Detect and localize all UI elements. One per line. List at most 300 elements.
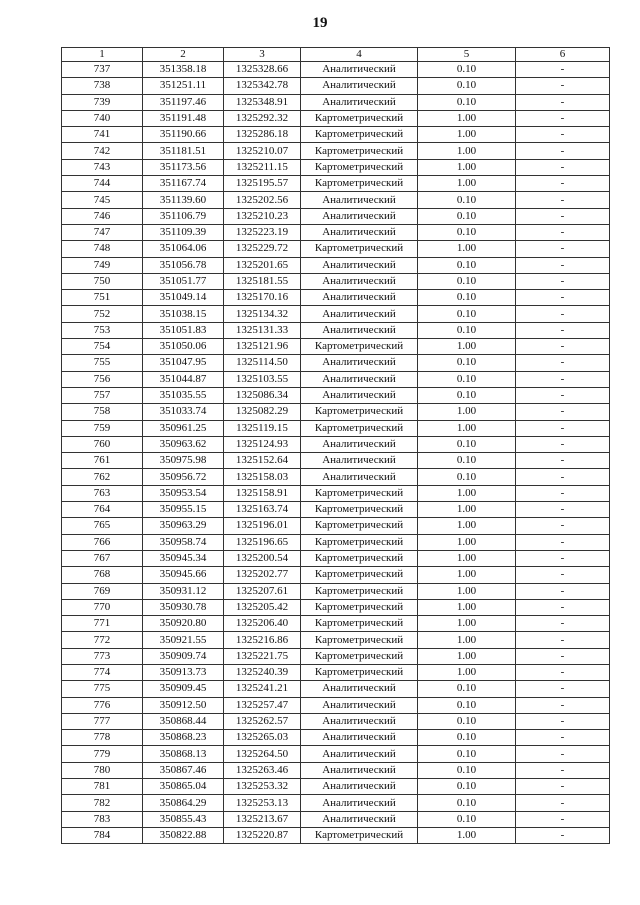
- method-cell: Картометрический: [301, 110, 418, 126]
- accuracy-cell: 1.00: [418, 567, 516, 583]
- x-coordinate-cell: 350931.12: [143, 583, 224, 599]
- x-coordinate-cell: 350955.15: [143, 502, 224, 518]
- method-cell: Аналитический: [301, 681, 418, 697]
- y-coordinate-cell: 1325253.13: [224, 795, 301, 811]
- y-coordinate-cell: 1325286.18: [224, 127, 301, 143]
- accuracy-cell: 0.10: [418, 746, 516, 762]
- note-cell: -: [516, 306, 610, 322]
- note-cell: -: [516, 110, 610, 126]
- table-row: [62, 697, 610, 713]
- y-coordinate-cell: 1325206.40: [224, 616, 301, 632]
- table-row: [62, 306, 610, 322]
- y-coordinate-cell: 1325207.61: [224, 583, 301, 599]
- note-cell: -: [516, 583, 610, 599]
- point-number-cell: 746: [62, 208, 143, 224]
- accuracy-cell: 1.00: [418, 339, 516, 355]
- y-coordinate-cell: 1325262.57: [224, 713, 301, 729]
- y-coordinate-cell: 1325257.47: [224, 697, 301, 713]
- method-cell: Аналитический: [301, 322, 418, 338]
- point-number-cell: 777: [62, 713, 143, 729]
- method-cell: Аналитический: [301, 762, 418, 778]
- method-cell: Аналитический: [301, 697, 418, 713]
- point-number-cell: 764: [62, 502, 143, 518]
- table-row: [62, 339, 610, 355]
- accuracy-cell: 0.10: [418, 306, 516, 322]
- table-row: [62, 224, 610, 240]
- x-coordinate-cell: 351109.39: [143, 224, 224, 240]
- accuracy-cell: 0.10: [418, 453, 516, 469]
- x-coordinate-cell: 350921.55: [143, 632, 224, 648]
- point-number-cell: 776: [62, 697, 143, 713]
- table-row: [62, 664, 610, 680]
- table-row: [62, 159, 610, 175]
- accuracy-cell: 0.10: [418, 811, 516, 827]
- note-cell: -: [516, 192, 610, 208]
- accuracy-cell: 1.00: [418, 159, 516, 175]
- method-cell: Картометрический: [301, 827, 418, 843]
- accuracy-cell: 0.10: [418, 469, 516, 485]
- x-coordinate-cell: 350958.74: [143, 534, 224, 550]
- accuracy-cell: 1.00: [418, 648, 516, 664]
- x-coordinate-cell: 350930.78: [143, 599, 224, 615]
- point-number-cell: 779: [62, 746, 143, 762]
- note-cell: -: [516, 599, 610, 615]
- note-cell: -: [516, 290, 610, 306]
- note-cell: -: [516, 224, 610, 240]
- point-number-cell: 755: [62, 355, 143, 371]
- x-coordinate-cell: 351049.14: [143, 290, 224, 306]
- column-header: 2: [143, 48, 224, 62]
- method-cell: Картометрический: [301, 404, 418, 420]
- method-cell: Картометрический: [301, 241, 418, 257]
- note-cell: -: [516, 322, 610, 338]
- accuracy-cell: 1.00: [418, 583, 516, 599]
- accuracy-cell: 0.10: [418, 779, 516, 795]
- accuracy-cell: 0.10: [418, 681, 516, 697]
- table-row: [62, 469, 610, 485]
- x-coordinate-cell: 350920.80: [143, 616, 224, 632]
- x-coordinate-cell: 351251.11: [143, 78, 224, 94]
- table-row: [62, 355, 610, 371]
- x-coordinate-cell: 351106.79: [143, 208, 224, 224]
- x-coordinate-cell: 350864.29: [143, 795, 224, 811]
- y-coordinate-cell: 1325263.46: [224, 762, 301, 778]
- method-cell: Аналитический: [301, 713, 418, 729]
- note-cell: -: [516, 176, 610, 192]
- accuracy-cell: 1.00: [418, 420, 516, 436]
- y-coordinate-cell: 1325264.50: [224, 746, 301, 762]
- x-coordinate-cell: 350975.98: [143, 453, 224, 469]
- accuracy-cell: 0.10: [418, 355, 516, 371]
- column-header: 4: [301, 48, 418, 62]
- x-coordinate-cell: 350961.25: [143, 420, 224, 436]
- accuracy-cell: 0.10: [418, 208, 516, 224]
- table-row: [62, 534, 610, 550]
- y-coordinate-cell: 1325348.91: [224, 94, 301, 110]
- note-cell: -: [516, 616, 610, 632]
- y-coordinate-cell: 1325196.01: [224, 518, 301, 534]
- table-row: [62, 436, 610, 452]
- table-row: [62, 176, 610, 192]
- y-coordinate-cell: 1325201.65: [224, 257, 301, 273]
- y-coordinate-cell: 1325121.96: [224, 339, 301, 355]
- point-number-cell: 759: [62, 420, 143, 436]
- point-number-cell: 781: [62, 779, 143, 795]
- table-row: [62, 127, 610, 143]
- y-coordinate-cell: 1325229.72: [224, 241, 301, 257]
- note-cell: -: [516, 713, 610, 729]
- table-row: [62, 420, 610, 436]
- accuracy-cell: 1.00: [418, 127, 516, 143]
- method-cell: Картометрический: [301, 534, 418, 550]
- point-number-cell: 767: [62, 550, 143, 566]
- y-coordinate-cell: 1325342.78: [224, 78, 301, 94]
- table-row: [62, 811, 610, 827]
- y-coordinate-cell: 1325202.77: [224, 567, 301, 583]
- note-cell: -: [516, 78, 610, 94]
- method-cell: Картометрический: [301, 550, 418, 566]
- table-row: [62, 371, 610, 387]
- x-coordinate-cell: 351181.51: [143, 143, 224, 159]
- note-cell: -: [516, 241, 610, 257]
- note-cell: -: [516, 94, 610, 110]
- point-number-cell: 768: [62, 567, 143, 583]
- accuracy-cell: 0.10: [418, 192, 516, 208]
- point-number-cell: 773: [62, 648, 143, 664]
- accuracy-cell: 0.10: [418, 762, 516, 778]
- table-row: [62, 762, 610, 778]
- x-coordinate-cell: 351358.18: [143, 62, 224, 78]
- y-coordinate-cell: 1325158.03: [224, 469, 301, 485]
- note-cell: -: [516, 127, 610, 143]
- method-cell: Картометрический: [301, 420, 418, 436]
- table-row: [62, 713, 610, 729]
- point-number-cell: 771: [62, 616, 143, 632]
- accuracy-cell: 0.10: [418, 436, 516, 452]
- accuracy-cell: 0.10: [418, 730, 516, 746]
- accuracy-cell: 0.10: [418, 387, 516, 403]
- table-row: [62, 241, 610, 257]
- method-cell: Аналитический: [301, 208, 418, 224]
- point-number-cell: 748: [62, 241, 143, 257]
- method-cell: Картометрический: [301, 127, 418, 143]
- accuracy-cell: 1.00: [418, 550, 516, 566]
- point-number-cell: 758: [62, 404, 143, 420]
- method-cell: Аналитический: [301, 94, 418, 110]
- y-coordinate-cell: 1325221.75: [224, 648, 301, 664]
- note-cell: -: [516, 697, 610, 713]
- method-cell: Картометрический: [301, 502, 418, 518]
- table-header-row: [62, 48, 610, 62]
- note-cell: -: [516, 371, 610, 387]
- point-number-cell: 751: [62, 290, 143, 306]
- note-cell: -: [516, 143, 610, 159]
- y-coordinate-cell: 1325253.32: [224, 779, 301, 795]
- y-coordinate-cell: 1325220.87: [224, 827, 301, 843]
- note-cell: -: [516, 339, 610, 355]
- x-coordinate-cell: 351050.06: [143, 339, 224, 355]
- method-cell: Аналитический: [301, 62, 418, 78]
- y-coordinate-cell: 1325223.19: [224, 224, 301, 240]
- table-row: [62, 502, 610, 518]
- accuracy-cell: 1.00: [418, 404, 516, 420]
- note-cell: -: [516, 208, 610, 224]
- note-cell: -: [516, 827, 610, 843]
- accuracy-cell: 1.00: [418, 143, 516, 159]
- y-coordinate-cell: 1325158.91: [224, 485, 301, 501]
- table-row: [62, 681, 610, 697]
- accuracy-cell: 0.10: [418, 697, 516, 713]
- method-cell: Аналитический: [301, 730, 418, 746]
- table-row: [62, 632, 610, 648]
- accuracy-cell: 1.00: [418, 632, 516, 648]
- y-coordinate-cell: 1325210.23: [224, 208, 301, 224]
- method-cell: Картометрический: [301, 339, 418, 355]
- point-number-cell: 741: [62, 127, 143, 143]
- accuracy-cell: 1.00: [418, 518, 516, 534]
- point-number-cell: 780: [62, 762, 143, 778]
- x-coordinate-cell: 350913.73: [143, 664, 224, 680]
- table-row: [62, 746, 610, 762]
- y-coordinate-cell: 1325196.65: [224, 534, 301, 550]
- table-row: [62, 518, 610, 534]
- point-number-cell: 752: [62, 306, 143, 322]
- table-row: [62, 257, 610, 273]
- table-row: [62, 567, 610, 583]
- note-cell: -: [516, 664, 610, 680]
- x-coordinate-cell: 351139.60: [143, 192, 224, 208]
- note-cell: -: [516, 518, 610, 534]
- x-coordinate-cell: 351064.06: [143, 241, 224, 257]
- note-cell: -: [516, 534, 610, 550]
- accuracy-cell: 1.00: [418, 485, 516, 501]
- y-coordinate-cell: 1325131.33: [224, 322, 301, 338]
- point-number-cell: 784: [62, 827, 143, 843]
- note-cell: -: [516, 632, 610, 648]
- column-header: 5: [418, 48, 516, 62]
- x-coordinate-cell: 351044.87: [143, 371, 224, 387]
- x-coordinate-cell: 351051.83: [143, 322, 224, 338]
- method-cell: Аналитический: [301, 224, 418, 240]
- table-row: [62, 485, 610, 501]
- column-header: 6: [516, 48, 610, 62]
- method-cell: Картометрический: [301, 143, 418, 159]
- point-number-cell: 744: [62, 176, 143, 192]
- method-cell: Картометрический: [301, 664, 418, 680]
- x-coordinate-cell: 350865.04: [143, 779, 224, 795]
- x-coordinate-cell: 350963.29: [143, 518, 224, 534]
- x-coordinate-cell: 351035.55: [143, 387, 224, 403]
- y-coordinate-cell: 1325082.29: [224, 404, 301, 420]
- note-cell: -: [516, 811, 610, 827]
- method-cell: Аналитический: [301, 355, 418, 371]
- table-row: [62, 779, 610, 795]
- accuracy-cell: 0.10: [418, 290, 516, 306]
- y-coordinate-cell: 1325292.32: [224, 110, 301, 126]
- point-number-cell: 772: [62, 632, 143, 648]
- method-cell: Картометрический: [301, 648, 418, 664]
- note-cell: -: [516, 502, 610, 518]
- point-number-cell: 770: [62, 599, 143, 615]
- point-number-cell: 747: [62, 224, 143, 240]
- accuracy-cell: 1.00: [418, 176, 516, 192]
- note-cell: -: [516, 257, 610, 273]
- point-number-cell: 742: [62, 143, 143, 159]
- point-number-cell: 775: [62, 681, 143, 697]
- method-cell: Аналитический: [301, 273, 418, 289]
- point-number-cell: 750: [62, 273, 143, 289]
- y-coordinate-cell: 1325202.56: [224, 192, 301, 208]
- x-coordinate-cell: 350822.88: [143, 827, 224, 843]
- note-cell: -: [516, 681, 610, 697]
- y-coordinate-cell: 1325119.15: [224, 420, 301, 436]
- table-row: [62, 583, 610, 599]
- x-coordinate-cell: 350909.45: [143, 681, 224, 697]
- y-coordinate-cell: 1325328.66: [224, 62, 301, 78]
- note-cell: -: [516, 485, 610, 501]
- accuracy-cell: 1.00: [418, 599, 516, 615]
- point-number-cell: 757: [62, 387, 143, 403]
- x-coordinate-cell: 351197.46: [143, 94, 224, 110]
- method-cell: Аналитический: [301, 746, 418, 762]
- x-coordinate-cell: 350868.23: [143, 730, 224, 746]
- method-cell: Аналитический: [301, 387, 418, 403]
- y-coordinate-cell: 1325152.64: [224, 453, 301, 469]
- column-header: 3: [224, 48, 301, 62]
- table-row: [62, 387, 610, 403]
- point-number-cell: 745: [62, 192, 143, 208]
- point-number-cell: 782: [62, 795, 143, 811]
- y-coordinate-cell: 1325240.39: [224, 664, 301, 680]
- table-row: [62, 795, 610, 811]
- table-row: [62, 273, 610, 289]
- y-coordinate-cell: 1325216.86: [224, 632, 301, 648]
- y-coordinate-cell: 1325114.50: [224, 355, 301, 371]
- table-row: [62, 616, 610, 632]
- table-body: [62, 62, 610, 844]
- x-coordinate-cell: 350867.46: [143, 762, 224, 778]
- y-coordinate-cell: 1325086.34: [224, 387, 301, 403]
- coordinates-table: [61, 47, 610, 844]
- note-cell: -: [516, 404, 610, 420]
- note-cell: -: [516, 795, 610, 811]
- table-row: [62, 143, 610, 159]
- page-number: 19: [312, 15, 328, 31]
- table-row: [62, 208, 610, 224]
- x-coordinate-cell: 351038.15: [143, 306, 224, 322]
- point-number-cell: 739: [62, 94, 143, 110]
- method-cell: Аналитический: [301, 795, 418, 811]
- y-coordinate-cell: 1325241.21: [224, 681, 301, 697]
- point-number-cell: 740: [62, 110, 143, 126]
- x-coordinate-cell: 350855.43: [143, 811, 224, 827]
- table-row: [62, 290, 610, 306]
- accuracy-cell: 1.00: [418, 241, 516, 257]
- column-header: 1: [62, 48, 143, 62]
- accuracy-cell: 0.10: [418, 371, 516, 387]
- point-number-cell: 737: [62, 62, 143, 78]
- point-number-cell: 760: [62, 436, 143, 452]
- x-coordinate-cell: 351191.48: [143, 110, 224, 126]
- method-cell: Картометрический: [301, 159, 418, 175]
- table-row: [62, 192, 610, 208]
- point-number-cell: 749: [62, 257, 143, 273]
- y-coordinate-cell: 1325195.57: [224, 176, 301, 192]
- method-cell: Картометрический: [301, 485, 418, 501]
- point-number-cell: 783: [62, 811, 143, 827]
- method-cell: Аналитический: [301, 436, 418, 452]
- table-row: [62, 648, 610, 664]
- table-row: [62, 62, 610, 78]
- y-coordinate-cell: 1325265.03: [224, 730, 301, 746]
- y-coordinate-cell: 1325103.55: [224, 371, 301, 387]
- y-coordinate-cell: 1325210.07: [224, 143, 301, 159]
- point-number-cell: 738: [62, 78, 143, 94]
- y-coordinate-cell: 1325211.15: [224, 159, 301, 175]
- table-row: [62, 599, 610, 615]
- note-cell: -: [516, 273, 610, 289]
- note-cell: -: [516, 387, 610, 403]
- method-cell: Аналитический: [301, 371, 418, 387]
- x-coordinate-cell: 350945.34: [143, 550, 224, 566]
- point-number-cell: 763: [62, 485, 143, 501]
- x-coordinate-cell: 351167.74: [143, 176, 224, 192]
- y-coordinate-cell: 1325134.32: [224, 306, 301, 322]
- x-coordinate-cell: 350956.72: [143, 469, 224, 485]
- point-number-cell: 762: [62, 469, 143, 485]
- y-coordinate-cell: 1325205.42: [224, 599, 301, 615]
- table-row: [62, 322, 610, 338]
- x-coordinate-cell: 351190.66: [143, 127, 224, 143]
- x-coordinate-cell: 351173.56: [143, 159, 224, 175]
- note-cell: -: [516, 550, 610, 566]
- note-cell: -: [516, 567, 610, 583]
- x-coordinate-cell: 350909.74: [143, 648, 224, 664]
- method-cell: Картометрический: [301, 567, 418, 583]
- x-coordinate-cell: 351047.95: [143, 355, 224, 371]
- table-row: [62, 94, 610, 110]
- method-cell: Аналитический: [301, 192, 418, 208]
- accuracy-cell: 1.00: [418, 616, 516, 632]
- x-coordinate-cell: 351051.77: [143, 273, 224, 289]
- note-cell: -: [516, 746, 610, 762]
- note-cell: -: [516, 779, 610, 795]
- accuracy-cell: 0.10: [418, 94, 516, 110]
- point-number-cell: 743: [62, 159, 143, 175]
- y-coordinate-cell: 1325163.74: [224, 502, 301, 518]
- x-coordinate-cell: 350912.50: [143, 697, 224, 713]
- point-number-cell: 756: [62, 371, 143, 387]
- x-coordinate-cell: 350945.66: [143, 567, 224, 583]
- point-number-cell: 761: [62, 453, 143, 469]
- method-cell: Картометрический: [301, 632, 418, 648]
- y-coordinate-cell: 1325124.93: [224, 436, 301, 452]
- x-coordinate-cell: 350953.54: [143, 485, 224, 501]
- method-cell: Картометрический: [301, 583, 418, 599]
- point-number-cell: 754: [62, 339, 143, 355]
- note-cell: -: [516, 159, 610, 175]
- y-coordinate-cell: 1325170.16: [224, 290, 301, 306]
- point-number-cell: 769: [62, 583, 143, 599]
- note-cell: -: [516, 762, 610, 778]
- point-number-cell: 766: [62, 534, 143, 550]
- x-coordinate-cell: 350868.13: [143, 746, 224, 762]
- accuracy-cell: 1.00: [418, 827, 516, 843]
- method-cell: Аналитический: [301, 306, 418, 322]
- method-cell: Аналитический: [301, 779, 418, 795]
- accuracy-cell: 0.10: [418, 795, 516, 811]
- table-row: [62, 110, 610, 126]
